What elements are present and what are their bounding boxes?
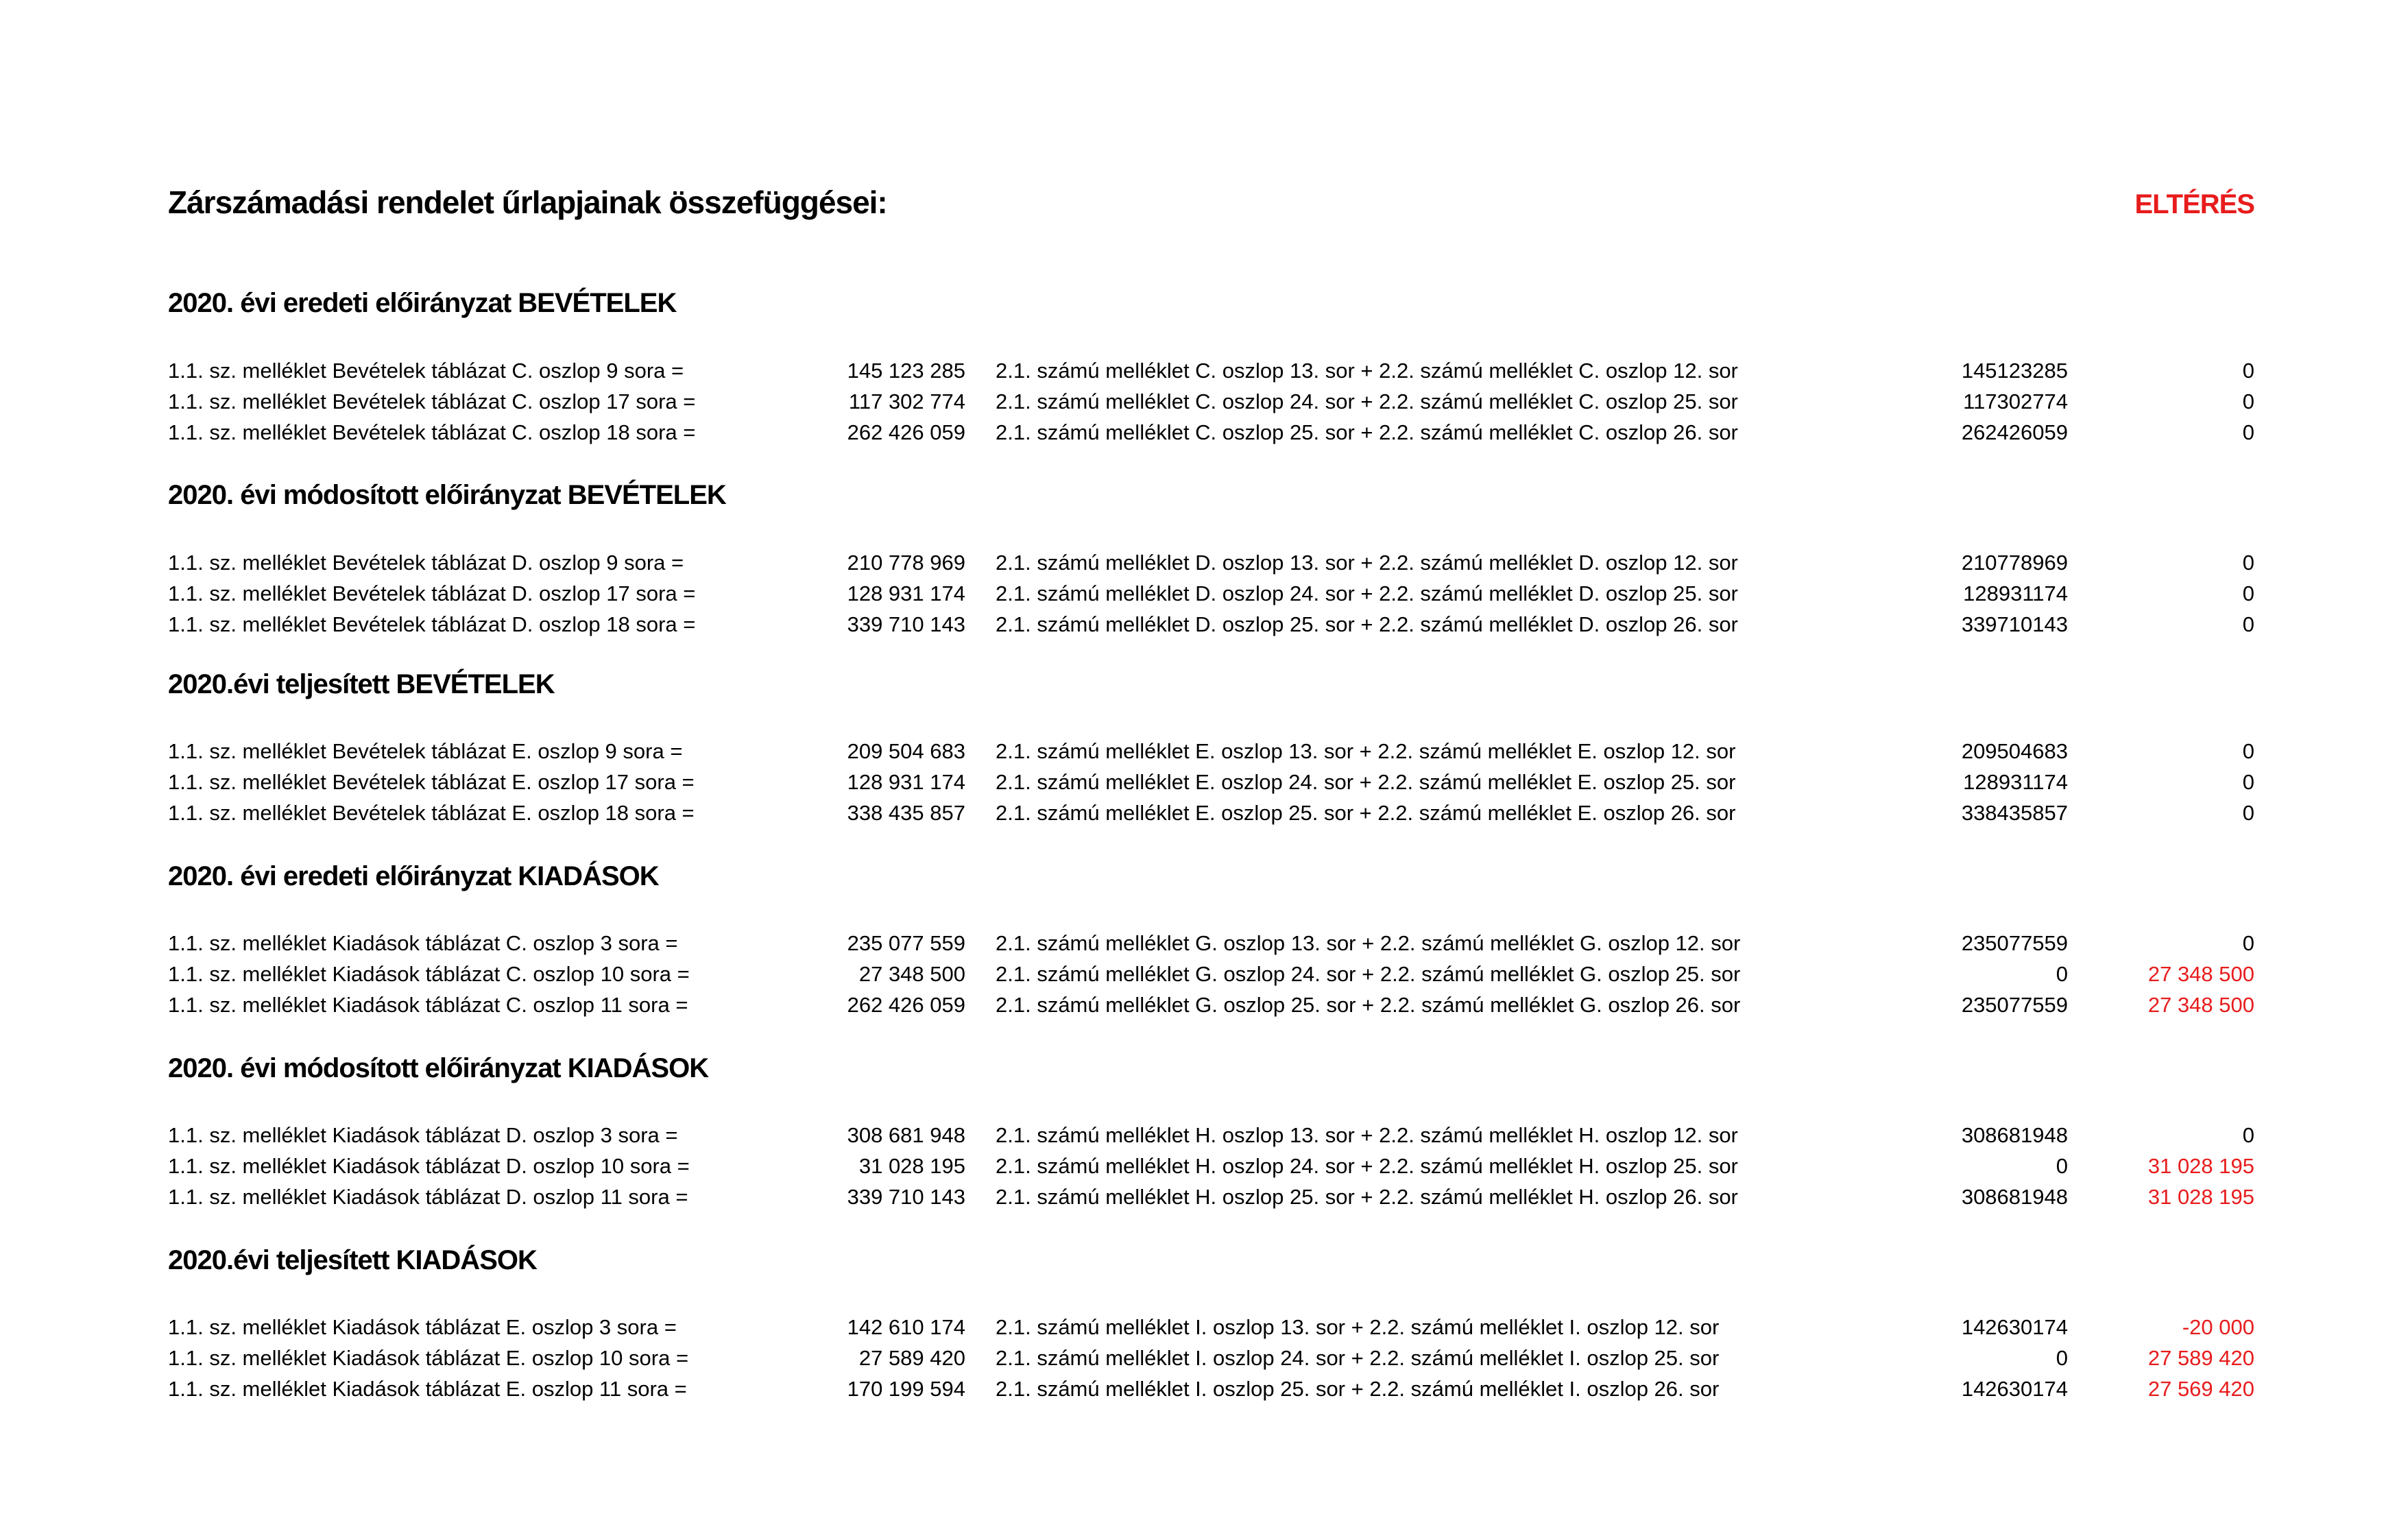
row-value: 117 302 774: [848, 389, 965, 413]
page-title: Zárszámadási rendelet űrlapjainak összefüggései:: [168, 184, 887, 220]
row-formula: 2.1. számú melléklet I. oszlop 13. sor + 2.2. számú melléklet I. oszlop 12. sor: [996, 1315, 1720, 1339]
row-value: 262 426 059: [847, 993, 965, 1017]
section-title: 2020. évi módosított előirányzat KIADÁSOK: [168, 1053, 709, 1083]
row-formula: 2.1. számú melléklet C. oszlop 13. sor + 2.2. számú melléklet C. oszlop 12. sor: [996, 359, 1738, 383]
row-result: 308681948: [1961, 1123, 2068, 1147]
row-difference: 27 589 420: [2147, 1346, 2254, 1370]
row-label: 1.1. sz. melléklet Kiadások táblázat C. oszlop 3 sora =: [168, 931, 678, 955]
row-result: 0: [2056, 962, 2068, 986]
row-label: 1.1. sz. melléklet Bevételek táblázat E. oszlop 18 sora =: [168, 801, 695, 825]
row-result: 209504683: [1961, 739, 2068, 763]
row-label: 1.1. sz. melléklet Bevételek táblázat C. oszlop 17 sora =: [168, 389, 696, 413]
row-result: 142630174: [1961, 1377, 2068, 1401]
row-difference: 0: [2242, 612, 2254, 636]
row-difference: 31 028 195: [2147, 1185, 2254, 1209]
row-value: 339 710 143: [847, 1185, 965, 1209]
row-formula: 2.1. számú melléklet H. oszlop 24. sor + 2.2. számú melléklet H. oszlop 25. sor: [996, 1154, 1738, 1178]
table-row: [0, 1123, 2397, 1153]
row-difference: 0: [2242, 581, 2254, 605]
row-difference: 27 348 500: [2147, 962, 2254, 986]
row-result: 128931174: [1963, 581, 2068, 605]
row-label: 1.1. sz. melléklet Kiadások táblázat E. oszlop 11 sora =: [168, 1377, 687, 1401]
row-value: 338 435 857: [847, 801, 965, 825]
row-difference: 0: [2242, 770, 2254, 794]
table-row: [0, 612, 2397, 642]
row-difference: 0: [2242, 1123, 2254, 1147]
row-formula: 2.1. számú melléklet G. oszlop 25. sor + 2.2. számú melléklet G. oszlop 26. sor: [996, 993, 1741, 1017]
table-row: [0, 551, 2397, 581]
row-difference: 31 028 195: [2147, 1154, 2254, 1178]
table-row: [0, 359, 2397, 389]
row-result: 0: [2056, 1154, 2068, 1178]
table-row: [0, 1154, 2397, 1184]
row-result: 210778969: [1961, 551, 2068, 575]
row-result: 262426059: [1961, 420, 2068, 444]
row-difference: 0: [2242, 551, 2254, 575]
row-value: 128 931 174: [847, 770, 965, 794]
table-row: [0, 389, 2397, 420]
section-title: 2020. évi eredeti előirányzat BEVÉTELEK: [168, 288, 677, 318]
row-formula: 2.1. számú melléklet G. oszlop 13. sor + 2.2. számú melléklet G. oszlop 12. sor: [996, 931, 1741, 955]
row-value: 27 348 500: [858, 962, 965, 986]
section-title: 2020. évi módosított előirányzat BEVÉTELEK: [168, 480, 726, 510]
row-formula: 2.1. számú melléklet D. oszlop 24. sor + 2.2. számú melléklet D. oszlop 25. sor: [996, 581, 1738, 605]
section-title: 2020. évi eredeti előirányzat KIADÁSOK: [168, 861, 659, 891]
row-formula: 2.1. számú melléklet C. oszlop 24. sor + 2.2. számú melléklet C. oszlop 25. sor: [996, 389, 1738, 413]
row-value: 142 610 174: [847, 1315, 965, 1339]
table-row: [0, 931, 2397, 961]
row-label: 1.1. sz. melléklet Kiadások táblázat D. oszlop 10 sora =: [168, 1154, 690, 1178]
row-label: 1.1. sz. melléklet Bevételek táblázat D. oszlop 9 sora =: [168, 551, 684, 575]
row-value: 128 931 174: [847, 581, 965, 605]
row-label: 1.1. sz. melléklet Kiadások táblázat E. oszlop 3 sora =: [168, 1315, 677, 1339]
table-row: [0, 1377, 2397, 1407]
row-difference: 0: [2242, 389, 2254, 413]
row-difference: 0: [2242, 801, 2254, 825]
row-difference: 0: [2242, 420, 2254, 444]
row-result: 338435857: [1961, 801, 2068, 825]
row-formula: 2.1. számú melléklet E. oszlop 25. sor + 2.2. számú melléklet E. oszlop 26. sor: [996, 801, 1736, 825]
row-result: 235077559: [1961, 993, 2068, 1017]
row-result: 235077559: [1961, 931, 2068, 955]
row-result: 145123285: [1961, 359, 2068, 383]
row-formula: 2.1. számú melléklet I. oszlop 25. sor + 2.2. számú melléklet I. oszlop 26. sor: [996, 1377, 1720, 1401]
row-value: 210 778 969: [847, 551, 965, 575]
row-formula: 2.1. számú melléklet E. oszlop 13. sor + 2.2. számú melléklet E. oszlop 12. sor: [996, 739, 1736, 763]
row-formula: 2.1. számú melléklet H. oszlop 13. sor + 2.2. számú melléklet H. oszlop 12. sor: [996, 1123, 1738, 1147]
row-value: 235 077 559: [847, 931, 965, 955]
row-formula: 2.1. számú melléklet G. oszlop 24. sor + 2.2. számú melléklet G. oszlop 25. sor: [996, 962, 1741, 986]
row-formula: 2.1. számú melléklet I. oszlop 24. sor + 2.2. számú melléklet I. oszlop 25. sor: [996, 1346, 1720, 1370]
row-value: 262 426 059: [847, 420, 965, 444]
row-formula: 2.1. számú melléklet E. oszlop 24. sor + 2.2. számú melléklet E. oszlop 25. sor: [996, 770, 1736, 794]
row-difference: 0: [2242, 739, 2254, 763]
row-value: 339 710 143: [847, 612, 965, 636]
row-difference: -20 000: [2182, 1315, 2254, 1339]
row-result: 142630174: [1961, 1315, 2068, 1339]
row-result: 128931174: [1963, 770, 2068, 794]
row-formula: 2.1. számú melléklet H. oszlop 25. sor + 2.2. számú melléklet H. oszlop 26. sor: [996, 1185, 1738, 1209]
row-value: 27 589 420: [858, 1346, 965, 1370]
row-label: 1.1. sz. melléklet Bevételek táblázat C. oszlop 18 sora =: [168, 420, 696, 444]
table-row: [0, 739, 2397, 769]
table-row: [0, 1185, 2397, 1215]
table-row: [0, 801, 2397, 831]
row-label: 1.1. sz. melléklet Bevételek táblázat D. oszlop 18 sora =: [168, 612, 696, 636]
table-row: [0, 962, 2397, 992]
row-value: 145 123 285: [847, 359, 965, 383]
row-label: 1.1. sz. melléklet Bevételek táblázat E. oszlop 9 sora =: [168, 739, 683, 763]
row-difference: 0: [2242, 931, 2254, 955]
row-formula: 2.1. számú melléklet C. oszlop 25. sor + 2.2. számú melléklet C. oszlop 26. sor: [996, 420, 1738, 444]
row-value: 31 028 195: [858, 1154, 965, 1178]
row-value: 308 681 948: [847, 1123, 965, 1147]
row-label: 1.1. sz. melléklet Kiadások táblázat D. oszlop 11 sora =: [168, 1185, 688, 1209]
row-label: 1.1. sz. melléklet Kiadások táblázat C. oszlop 10 sora =: [168, 962, 690, 986]
table-row: [0, 993, 2397, 1023]
row-label: 1.1. sz. melléklet Kiadások táblázat D. oszlop 3 sora =: [168, 1123, 678, 1147]
row-value: 209 504 683: [847, 739, 965, 763]
table-row: [0, 1346, 2397, 1376]
table-row: [0, 770, 2397, 800]
table-row: [0, 581, 2397, 612]
row-result: 117302774: [1963, 389, 2068, 413]
row-difference: 0: [2242, 359, 2254, 383]
row-result: 339710143: [1961, 612, 2068, 636]
row-result: 308681948: [1961, 1185, 2068, 1209]
row-formula: 2.1. számú melléklet D. oszlop 13. sor + 2.2. számú melléklet D. oszlop 12. sor: [996, 551, 1738, 575]
row-formula: 2.1. számú melléklet D. oszlop 25. sor + 2.2. számú melléklet D. oszlop 26. sor: [996, 612, 1738, 636]
table-row: [0, 1315, 2397, 1345]
row-value: 170 199 594: [847, 1377, 965, 1401]
row-difference: 27 348 500: [2147, 993, 2254, 1017]
row-label: 1.1. sz. melléklet Bevételek táblázat C. oszlop 9 sora =: [168, 359, 684, 383]
row-label: 1.1. sz. melléklet Bevételek táblázat D. oszlop 17 sora =: [168, 581, 696, 605]
row-label: 1.1. sz. melléklet Kiadások táblázat C. oszlop 11 sora =: [168, 993, 688, 1017]
row-label: 1.1. sz. melléklet Bevételek táblázat E. oszlop 17 sora =: [168, 770, 695, 794]
table-row: [0, 420, 2397, 450]
row-difference: 27 569 420: [2147, 1377, 2254, 1401]
row-label: 1.1. sz. melléklet Kiadások táblázat E. oszlop 10 sora =: [168, 1346, 689, 1370]
section-title: 2020.évi teljesített KIADÁSOK: [168, 1245, 537, 1275]
section-title: 2020.évi teljesített BEVÉTELEK: [168, 669, 555, 699]
elteres-header: ELTÉRÉS: [2134, 189, 2254, 219]
row-result: 0: [2056, 1346, 2068, 1370]
